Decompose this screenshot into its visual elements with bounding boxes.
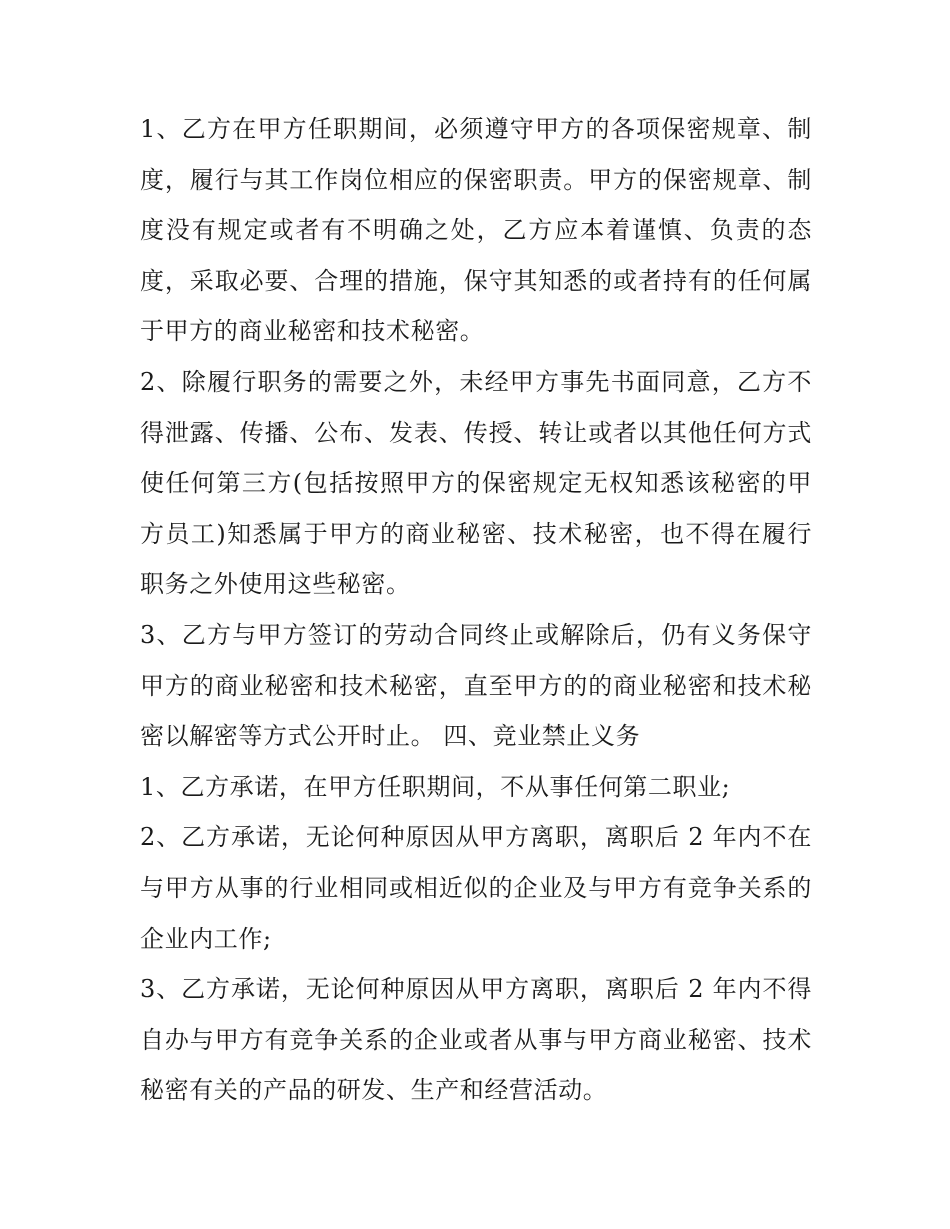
paragraph-confidentiality-2: 2、除履行职务的需要之外，未经甲方事先书面同意，乙方不得泄露、传播、公布、发表、传授、转让或者以其他任何方式使任何第三方(包括按照甲方的保密规定无权知悉该秘密的甲方员工)知悉属于甲方的商业秘密、技术秘密，也不得在履行职务之外使用这些秘密。 <box>140 367 812 599</box>
paragraph-noncompete-1: 1、乙方承诺，在甲方任职期间，不从事任何第二职业; <box>140 772 731 801</box>
paragraph-noncompete-3: 3、乙方承诺，无论何种原因从甲方离职，离职后 2 年内不得自办与甲方有竞争关系的企业或者从事与甲方商业秘密、技术秘密有关的产品的研发、生产和经营活动。 <box>140 975 812 1105</box>
paragraph-noncompete-2: 2、乙方承诺，无论何种原因从甲方离职，离职后 2 年内不在与甲方从事的行业相同或相近似的企业及与甲方有竞争关系的企业内工作; <box>140 823 812 953</box>
document-body <box>140 104 812 1116</box>
paragraph-confidentiality-1: 1、乙方在甲方任职期间，必须遵守甲方的各项保密规章、制度，履行与其工作岗位相应的保密职责。甲方的保密规章、制度没有规定或者有不明确之处，乙方应本着谨慎、负责的态度，采取必要、合理的措施，保守其知悉的或者持有的任何属于甲方的商业秘密和技术秘密。 <box>140 115 812 346</box>
paragraph-confidentiality-3: 3、乙方与甲方签订的劳动合同终止或解除后，仍有义务保守甲方的商业秘密和技术秘密，直至甲方的的商业秘密和技术秘密以解密等方式公开时止。 四、竞业禁止义务 <box>140 620 812 751</box>
